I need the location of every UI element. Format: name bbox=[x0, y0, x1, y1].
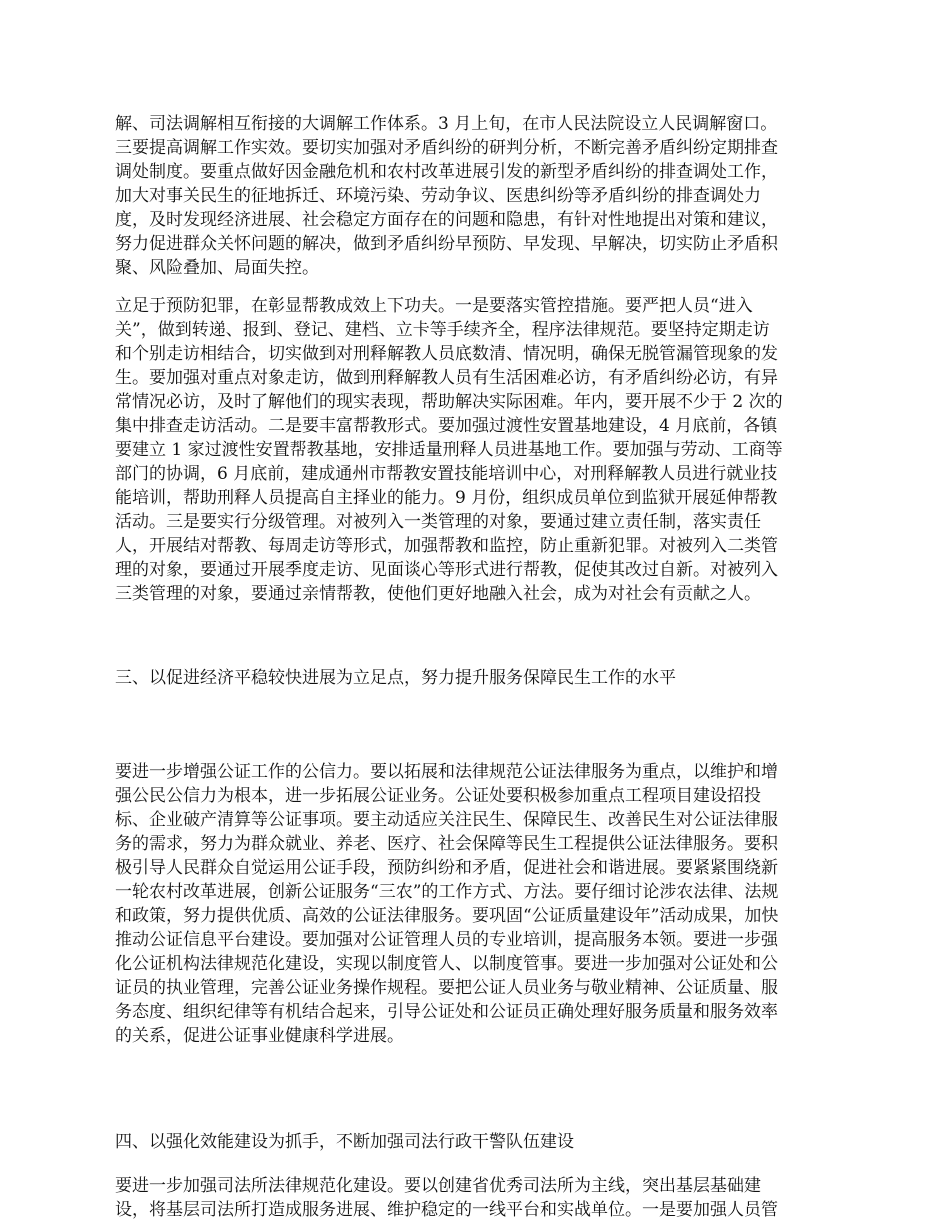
text-line: 的关系，促进公证事业健康科学进展。 bbox=[115, 1026, 404, 1046]
text-line: 理的对象，要通过开展季度走访、见面谈心等形式进行帮教，促使其改过自新。对被列入 bbox=[115, 560, 778, 580]
text-line: 常情况必访，及时了解他们的现实表现，帮助解决实际困难。年内，要开展不少于 2 次的 bbox=[115, 392, 783, 412]
text-line: 化公证机构法律规范化建设，实现以制度管人、以制度管事。要进一步加强对公证处和公 bbox=[115, 954, 778, 974]
text-line: 务的需求，努力为群众就业、养老、医疗、社会保障等民生工程提供公证法律服务。要积 bbox=[115, 834, 778, 854]
text-line: 立足于预防犯罪，在彰显帮教成效上下功夫。一是要落实管控措施。要严把人员“进入 bbox=[115, 296, 753, 316]
text-line: 集中排查走访活动。二是要丰富帮教形式。要加强过渡性安置基地建设，4 月底前，各镇 bbox=[115, 416, 778, 436]
text-line: 强公民公信力为根本，进一步拓展公证业务。公证处要积极参加重点工程项目建设招投 bbox=[115, 786, 761, 806]
text-line: 和政策，努力提供优质、高效的公证法律服务。要巩固“公证质量建设年”活动成果，加快 bbox=[115, 906, 779, 926]
text-line: 加大对事关民生的征地拆迁、环境污染、劳动争议、医患纠纷等矛盾纠纷的排查调处力 bbox=[115, 186, 761, 206]
text-line: 务态度、组织纪律等有机结合起来，引导公证处和公证员正确处理好服务质量和服务效率 bbox=[115, 1002, 778, 1022]
text-line: 解、司法调解相互衔接的大调解工作体系。3 月上旬，在市人民法院设立人民调解窗口。 bbox=[115, 114, 778, 134]
text-line: 努力促进群众关怀问题的解决，做到矛盾纠纷早预防、早发现、早解决，切实防止矛盾积 bbox=[115, 234, 778, 254]
text-line: 部门的协调，6 月底前，建成通州市帮教安置技能培训中心，对刑释解教人员进行就业技 bbox=[115, 464, 778, 484]
text-line: 三类管理的对象，要通过亲情帮教，使他们更好地融入社会，成为对社会有贡献之人。 bbox=[115, 584, 761, 604]
text-line: 一轮农村改革进展，创新公证服务“三农”的工作方式、方法。要仔细讨论涉农法律、法规 bbox=[115, 882, 779, 902]
text-line: 设，将基层司法所打造成服务进展、维护稳定的一线平台和实战单位。一是要加强人员管 bbox=[115, 1200, 778, 1220]
text-line: 关”，做到转递、报到、登记、建档、立卡等手续齐全，程序法律规范。要坚持定期走访 bbox=[115, 320, 770, 340]
text-line: 度，及时发现经济进展、社会稳定方面存在的问题和隐患，有针对性地提出对策和建议， bbox=[115, 210, 778, 230]
text-line: 证员的执业管理，完善公证业务操作规程。要把公证人员业务与敬业精神、公证质量、服 bbox=[115, 978, 778, 998]
text-line: 人，开展结对帮教、每周走访等形式，加强帮教和监控，防止重新犯罪。对被列入二类管 bbox=[115, 536, 778, 556]
text-line: 能培训，帮助刑释人员提高自主择业的能力。9 月份，组织成员单位到监狱开展延伸帮教 bbox=[115, 488, 778, 508]
text-line: 要进一步加强司法所法律规范化建设。要以创建省优秀司法所为主线，突出基层基础建 bbox=[115, 1176, 761, 1196]
text-line: 活动。三是要实行分级管理。对被列入一类管理的对象，要通过建立责任制，落实责任 bbox=[115, 512, 761, 532]
text-line: 要进一步增强公证工作的公信力。要以拓展和法律规范公证法律服务为重点，以维护和增 bbox=[115, 762, 778, 782]
text-line: 和个别走访相结合，切实做到对刑释解教人员底数清、情况明，确保无脱管漏管现象的发 bbox=[115, 344, 778, 364]
text-line: 三要提高调解工作实效。要切实加强对矛盾纠纷的研判分析，不断完善矛盾纠纷定期排查 bbox=[115, 138, 778, 158]
text-line: 推动公证信息平台建设。要加强对公证管理人员的专业培训，提高服务本领。要进一步强 bbox=[115, 930, 778, 950]
section-heading-3: 三、以促进经济平稳较快进展为立足点，努力提升服务保障民生工作的水平 bbox=[115, 668, 676, 688]
section-heading-4: 四、以强化效能建设为抓手，不断加强司法行政干警队伍建设 bbox=[115, 1132, 574, 1152]
text-line: 要建立 1 家过渡性安置帮教基地，安排适量刑释人员进基地工作。要加强与劳动、工商等 bbox=[115, 440, 783, 460]
text-line: 调处制度。要重点做好因金融危机和农村改革进展引发的新型矛盾纠纷的排查调处工作， bbox=[115, 162, 778, 182]
text-line: 极引导人民群众自觉运用公证手段，预防纠纷和矛盾，促进社会和谐进展。要紧紧围绕新 bbox=[115, 858, 778, 878]
text-line: 标、企业破产清算等公证事项。要主动适应关注民生、保障民生、改善民生对公证法律服 bbox=[115, 810, 778, 830]
text-line: 生。要加强对重点对象走访，做到刑释解教人员有生活困难必访，有矛盾纠纷必访，有异 bbox=[115, 368, 778, 388]
text-line: 聚、风险叠加、局面失控。 bbox=[115, 258, 319, 278]
